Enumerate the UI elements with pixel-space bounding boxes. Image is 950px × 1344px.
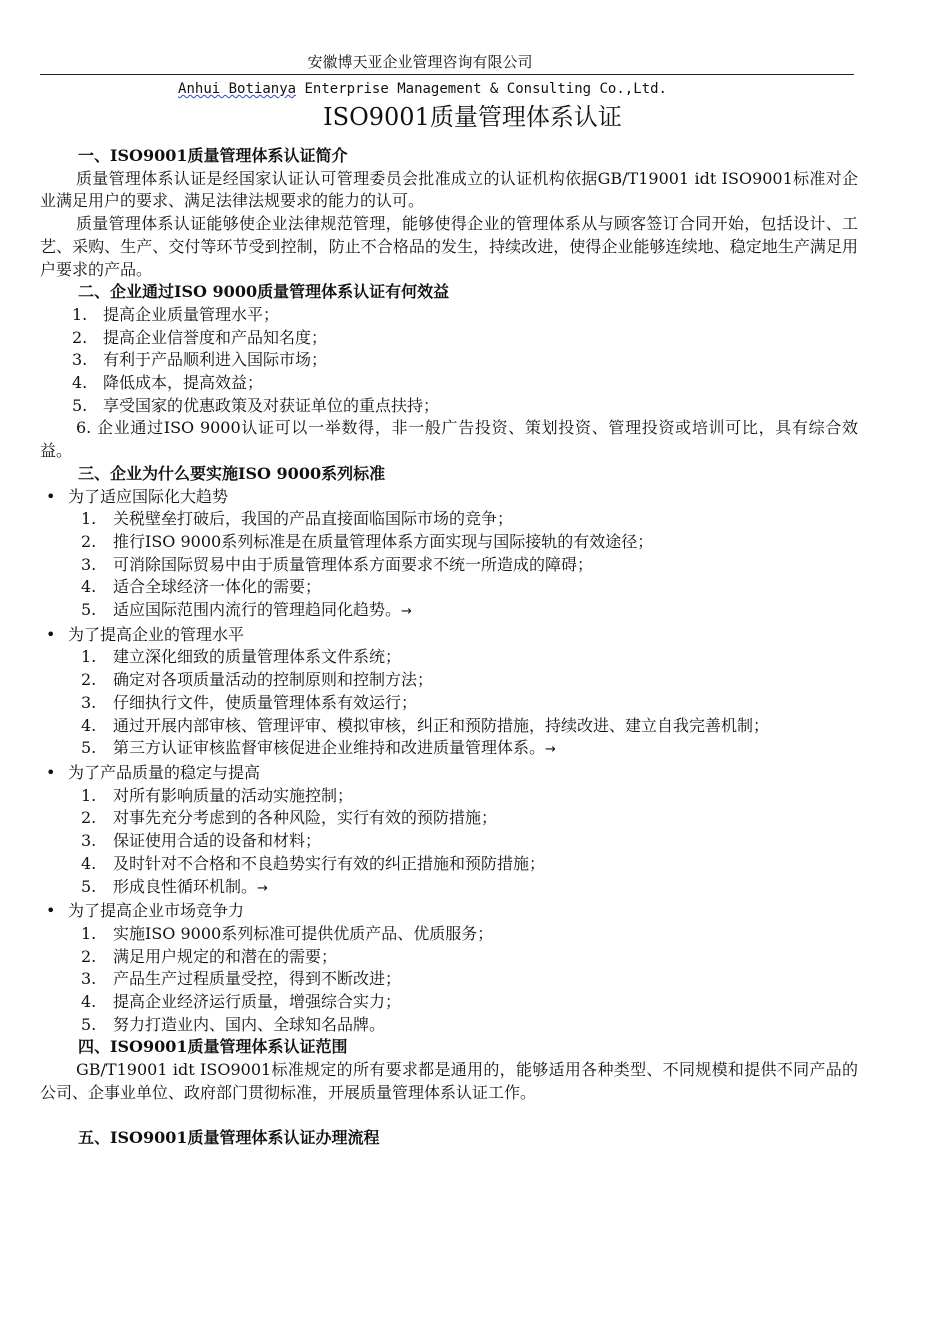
company-name-en <box>0 79 845 99</box>
sub-list-item: 2. 推行ISO 9000系列标准是在质量管理体系方面实现与国际接轨的有效途径； <box>81 531 654 551</box>
sub-list-item: 4. 提高企业经济运行质量，增强综合实力； <box>81 992 402 1012</box>
bullet-icon: • <box>46 762 56 782</box>
sub-list-item: 3. 保证使用合适的设备和材料； <box>81 831 322 851</box>
company-name-cn: 安徽博天亚企业管理咨询有限公司 <box>307 53 533 71</box>
company-name-en-prefix: Anhui Botianya <box>178 81 297 97</box>
sub-list-item: 1. 关税壁垒打破后，我国的产品直接面临国际市场的竞争； <box>81 509 514 529</box>
bullet-item: • 为了提高企业市场竞争力 <box>40 900 858 923</box>
company-name-en-rest: Enterprise Management & Consulting Co.,Ltd. <box>296 81 667 97</box>
paragraph: GB/T19001 idt ISO9001标准规定的所有要求都是通用的，能够适用各种类型、不同规模和提供不同产品的公司、企事业单位、政府部门贯彻标准，开展质量管理体系认证工作。 <box>40 1060 858 1102</box>
header-divider <box>40 74 854 75</box>
sub-list-item: 5. 形成良性循环机制。→ <box>81 876 268 896</box>
sub-list-item: 4. 适合全球经济一体化的需要； <box>81 577 322 597</box>
bullet-item: • 为了提高企业的管理水平 <box>40 624 858 647</box>
blank-line <box>40 1105 858 1127</box>
section-heading-intro: 一、ISO9001质量管理体系认证简介 <box>78 146 348 165</box>
sub-list-item: 1. 对所有影响质量的活动实施控制； <box>81 785 354 805</box>
page-title: ISO9001质量管理体系认证 <box>323 103 622 131</box>
sub-list-item: 2. 满足用户规定的和潜在的需要； <box>81 946 338 966</box>
sub-list-item: 3. 可消除国际贸易中由于质量管理体系方面要求不统一所造成的障碍； <box>81 554 594 574</box>
list-item-wrapped: 6. 企业通过ISO 9000认证可以一举数得，非一般广告投资、策划投资、管理投资或培训可比，具有综合效益。 <box>40 418 858 461</box>
sub-list-item: 4. 通过开展内部审核、管理评审、模拟审核，纠正和预防措施，持续改进、建立自我完善机制； <box>81 715 770 735</box>
list-item: 4. 降低成本，提高效益； <box>72 373 264 393</box>
list-item: 2. 提高企业信誉度和产品知名度； <box>72 327 328 347</box>
bullet-icon: • <box>46 901 56 921</box>
section-heading-process: 五、ISO9001质量管理体系认证办理流程 <box>78 1127 380 1147</box>
arrow-icon: → <box>545 742 556 758</box>
document-body <box>40 145 858 1149</box>
sub-list-item: 4. 及时针对不合格和不良趋势实行有效的纠正措施和预防措施； <box>81 853 546 873</box>
sub-list-item: 3. 产品生产过程质量受控，得到不断改进； <box>81 969 402 989</box>
sub-list-item: 5. 第三方认证审核监督审核促进企业维持和改进质量管理体系。→ <box>81 738 556 758</box>
sub-list-item: 5. 努力打造业内、国内、全球知名品牌。 <box>81 1014 386 1034</box>
list-item: 1. 提高企业质量管理水平； <box>72 304 280 324</box>
bullet-item: • 为了产品质量的稳定与提高 <box>40 762 858 785</box>
list-item: 5. 享受国家的优惠政策及对获证单位的重点扶持； <box>72 395 440 415</box>
list-item: 3. 有利于产品顺利进入国际市场； <box>72 350 328 370</box>
sub-list-item: 2. 对事先充分考虑到的各种风险，实行有效的预防措施； <box>81 808 498 828</box>
sub-list-item: 2. 确定对各项质量活动的控制原则和控制方法； <box>81 670 434 690</box>
section-heading-benefits: 二、企业通过ISO 9000质量管理体系认证有何效益 <box>78 282 450 302</box>
paragraph: 质量管理体系认证是经国家认证认可管理委员会批准成立的认证机构依据GB/T19001 idt ISO9001标准对企业满足用户的要求、满足法律法规要求的能力的认可。 <box>40 168 858 211</box>
bullet-icon: • <box>46 486 56 506</box>
bullet-icon: • <box>46 624 56 644</box>
section-heading-scope: 四、ISO9001质量管理体系认证范围 <box>78 1037 348 1057</box>
arrow-icon: → <box>401 604 412 620</box>
sub-list-item: 3. 仔细执行文件，使质量管理体系有效运行； <box>81 692 418 712</box>
sub-list-item: 5. 适应国际范围内流行的管理趋同化趋势。→ <box>81 600 412 620</box>
sub-list-item: 1. 建立深化细致的质量管理体系文件系统； <box>81 647 402 667</box>
bullet-item: • 为了适应国际化大趋势 <box>40 486 858 509</box>
paragraph: 质量管理体系认证能够使企业法律规范管理，能够使得企业的管理体系从与顾客签订合同开始，包括设计、工艺、采购、生产、交付等环节受到控制，防止不合格品的发生，持续改进，使得企业能够连续地、稳定地生产满足用户要求的产品。 <box>40 214 858 279</box>
arrow-icon: → <box>257 880 268 896</box>
sub-list-item: 1. 实施ISO 9000系列标准可提供优质产品、优质服务； <box>81 923 494 943</box>
section-heading-reasons: 三、企业为什么要实施ISO 9000系列标准 <box>78 463 386 483</box>
